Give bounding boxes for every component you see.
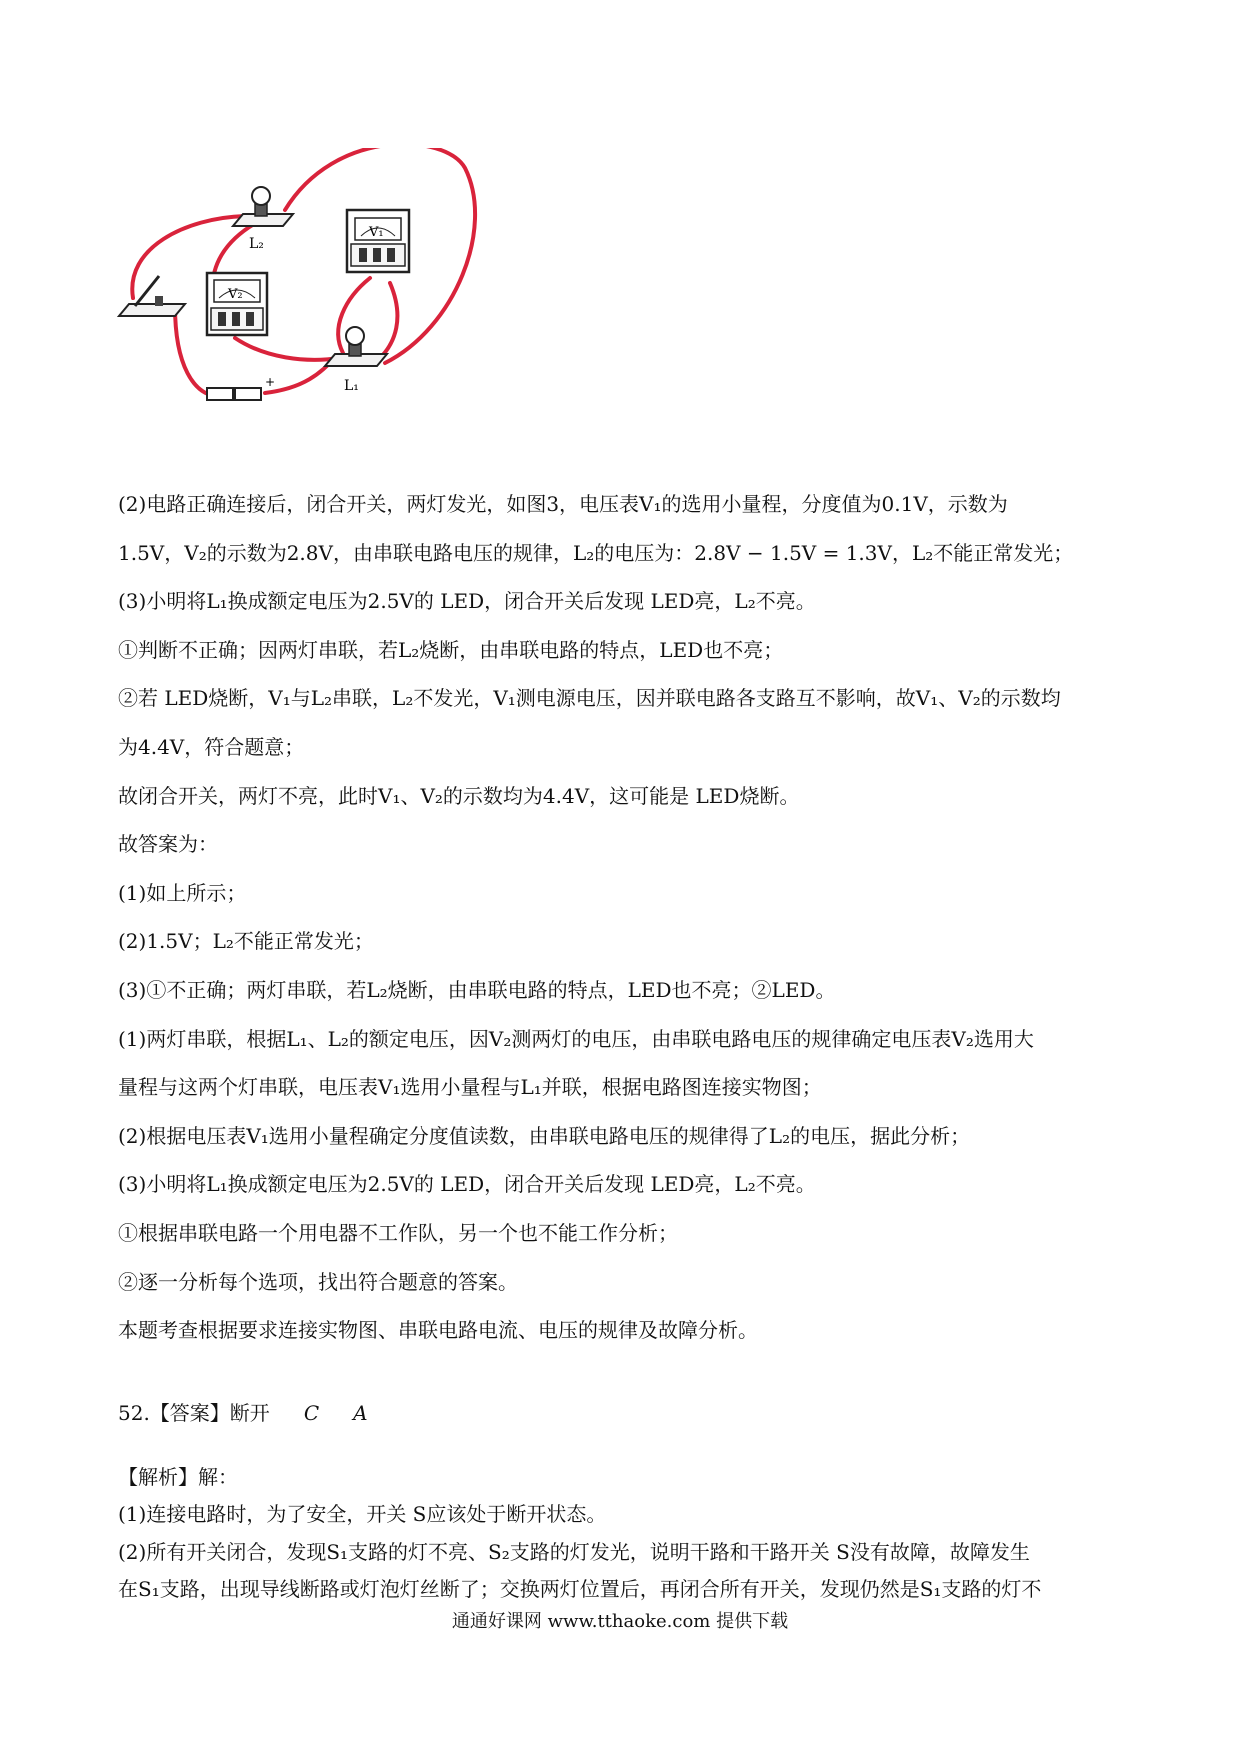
text-line: ①判断不正确；因两灯串联，若L₂烧断，由串联电路的特点，LED也不亮； xyxy=(118,637,784,662)
text-line: (2)1.5V；L₂不能正常发光； xyxy=(118,929,374,954)
text-line: 故闭合开关，两灯不亮，此时V₁、V₂的示数均为4.4V，这可能是 LED烧断。 xyxy=(118,783,800,808)
q52-answer-label: 52.【答案】断开 xyxy=(118,1400,270,1425)
text-line: (2)根据电压表V₁选用小量程确定分度值读数，由串联电路电压的规律得了L₂的电压，据此分析； xyxy=(118,1123,971,1148)
lamp-l1 xyxy=(325,327,387,394)
voltmeter-v1 xyxy=(347,210,409,272)
text-line: ②逐一分析每个选项，找出符合题意的答案。 xyxy=(118,1269,518,1294)
text-line: (3)①不正确；两灯串联，若L₂烧断，由串联电路的特点，LED也不亮；②LED。 xyxy=(118,977,836,1002)
text-line: (1)如上所示； xyxy=(118,880,247,905)
text-line: ②若 LED烧断，V₁与L₂串联，L₂不发光，V₁测电源电压，因并联电路各支路互不影响，故V₁、V₂的示数均 xyxy=(118,686,1061,711)
page-footer: 通通好课网 www.tthaoke.com 提供下载 xyxy=(451,1611,789,1632)
text-line: 在S₁支路，出现导线断路或灯泡灯丝断了；交换两灯位置后，再闭合所有开关，发现仍然是S₁支路的灯不 xyxy=(118,1577,1042,1602)
battery-plus-label: + xyxy=(265,375,276,389)
text-line: (1)连接电路时，为了安全，开关 S应该处于断开状态。 xyxy=(118,1502,607,1527)
voltmeter-v2-label: V₂ xyxy=(228,287,243,302)
text-line: 【解析】解： xyxy=(118,1464,238,1489)
q52-analysis xyxy=(118,1459,1128,1609)
voltmeter-v2 xyxy=(207,273,267,335)
battery xyxy=(207,375,275,400)
text-line: 1.5V，V₂的示数为2.8V，由串联电路电压的规律，L₂的电压为：2.8V − 1.5V = 1.3V，L₂不能正常发光； xyxy=(118,540,1074,565)
bulb-icon xyxy=(346,327,364,345)
q52-answer-2: A xyxy=(353,1400,368,1425)
q52-answer xyxy=(118,1389,1128,1437)
q52-answer-1: C xyxy=(303,1400,320,1425)
circuit-figure xyxy=(115,148,545,458)
text-line: (1)两灯串联，根据L₁、L₂的额定电压，因V₂测两灯的电压，由串联电路电压的规律确定电压表V₂选用大 xyxy=(118,1026,1034,1051)
text-line: (3)小明将L₁换成额定电压为2.5V的 LED，闭合开关后发现 LED亮，L₂不亮。 xyxy=(118,589,816,614)
document-body xyxy=(118,480,1128,1609)
text-line: 故答案为： xyxy=(118,832,218,857)
text-line: (2)所有开关闭合，发现S₁支路的灯不亮、S₂支路的灯发光，说明干路和干路开关 S没有故障，故障发生 xyxy=(118,1539,1030,1564)
lamp-l2 xyxy=(233,187,293,252)
bulb-icon xyxy=(252,187,270,205)
text-line: ①根据串联电路一个用电器不工作队，另一个也不能工作分析； xyxy=(118,1220,678,1245)
text-line: 为4.4V，符合题意； xyxy=(118,734,305,759)
text-line: (3)小明将L₁换成额定电压为2.5V的 LED，闭合开关后发现 LED亮，L₂不亮。 xyxy=(118,1172,816,1197)
text-line: 本题考查根据要求连接实物图、串联电路电流、电压的规律及故障分析。 xyxy=(118,1318,758,1343)
text-line: (2)电路正确连接后，闭合开关，两灯发光，如图3，电压表V₁的选用小量程，分度值为0.1V，示数为 xyxy=(118,492,1008,516)
lamp-l2-label: L₂ xyxy=(249,236,264,252)
text-line: 量程与这两个灯串联，电压表V₁选用小量程与L₁并联，根据电路图连接实物图； xyxy=(118,1075,822,1100)
circuit-wires xyxy=(132,148,475,396)
lamp-l1-label: L₁ xyxy=(344,378,359,394)
voltmeter-v1-label: V₁ xyxy=(369,225,384,240)
switch xyxy=(119,276,185,316)
